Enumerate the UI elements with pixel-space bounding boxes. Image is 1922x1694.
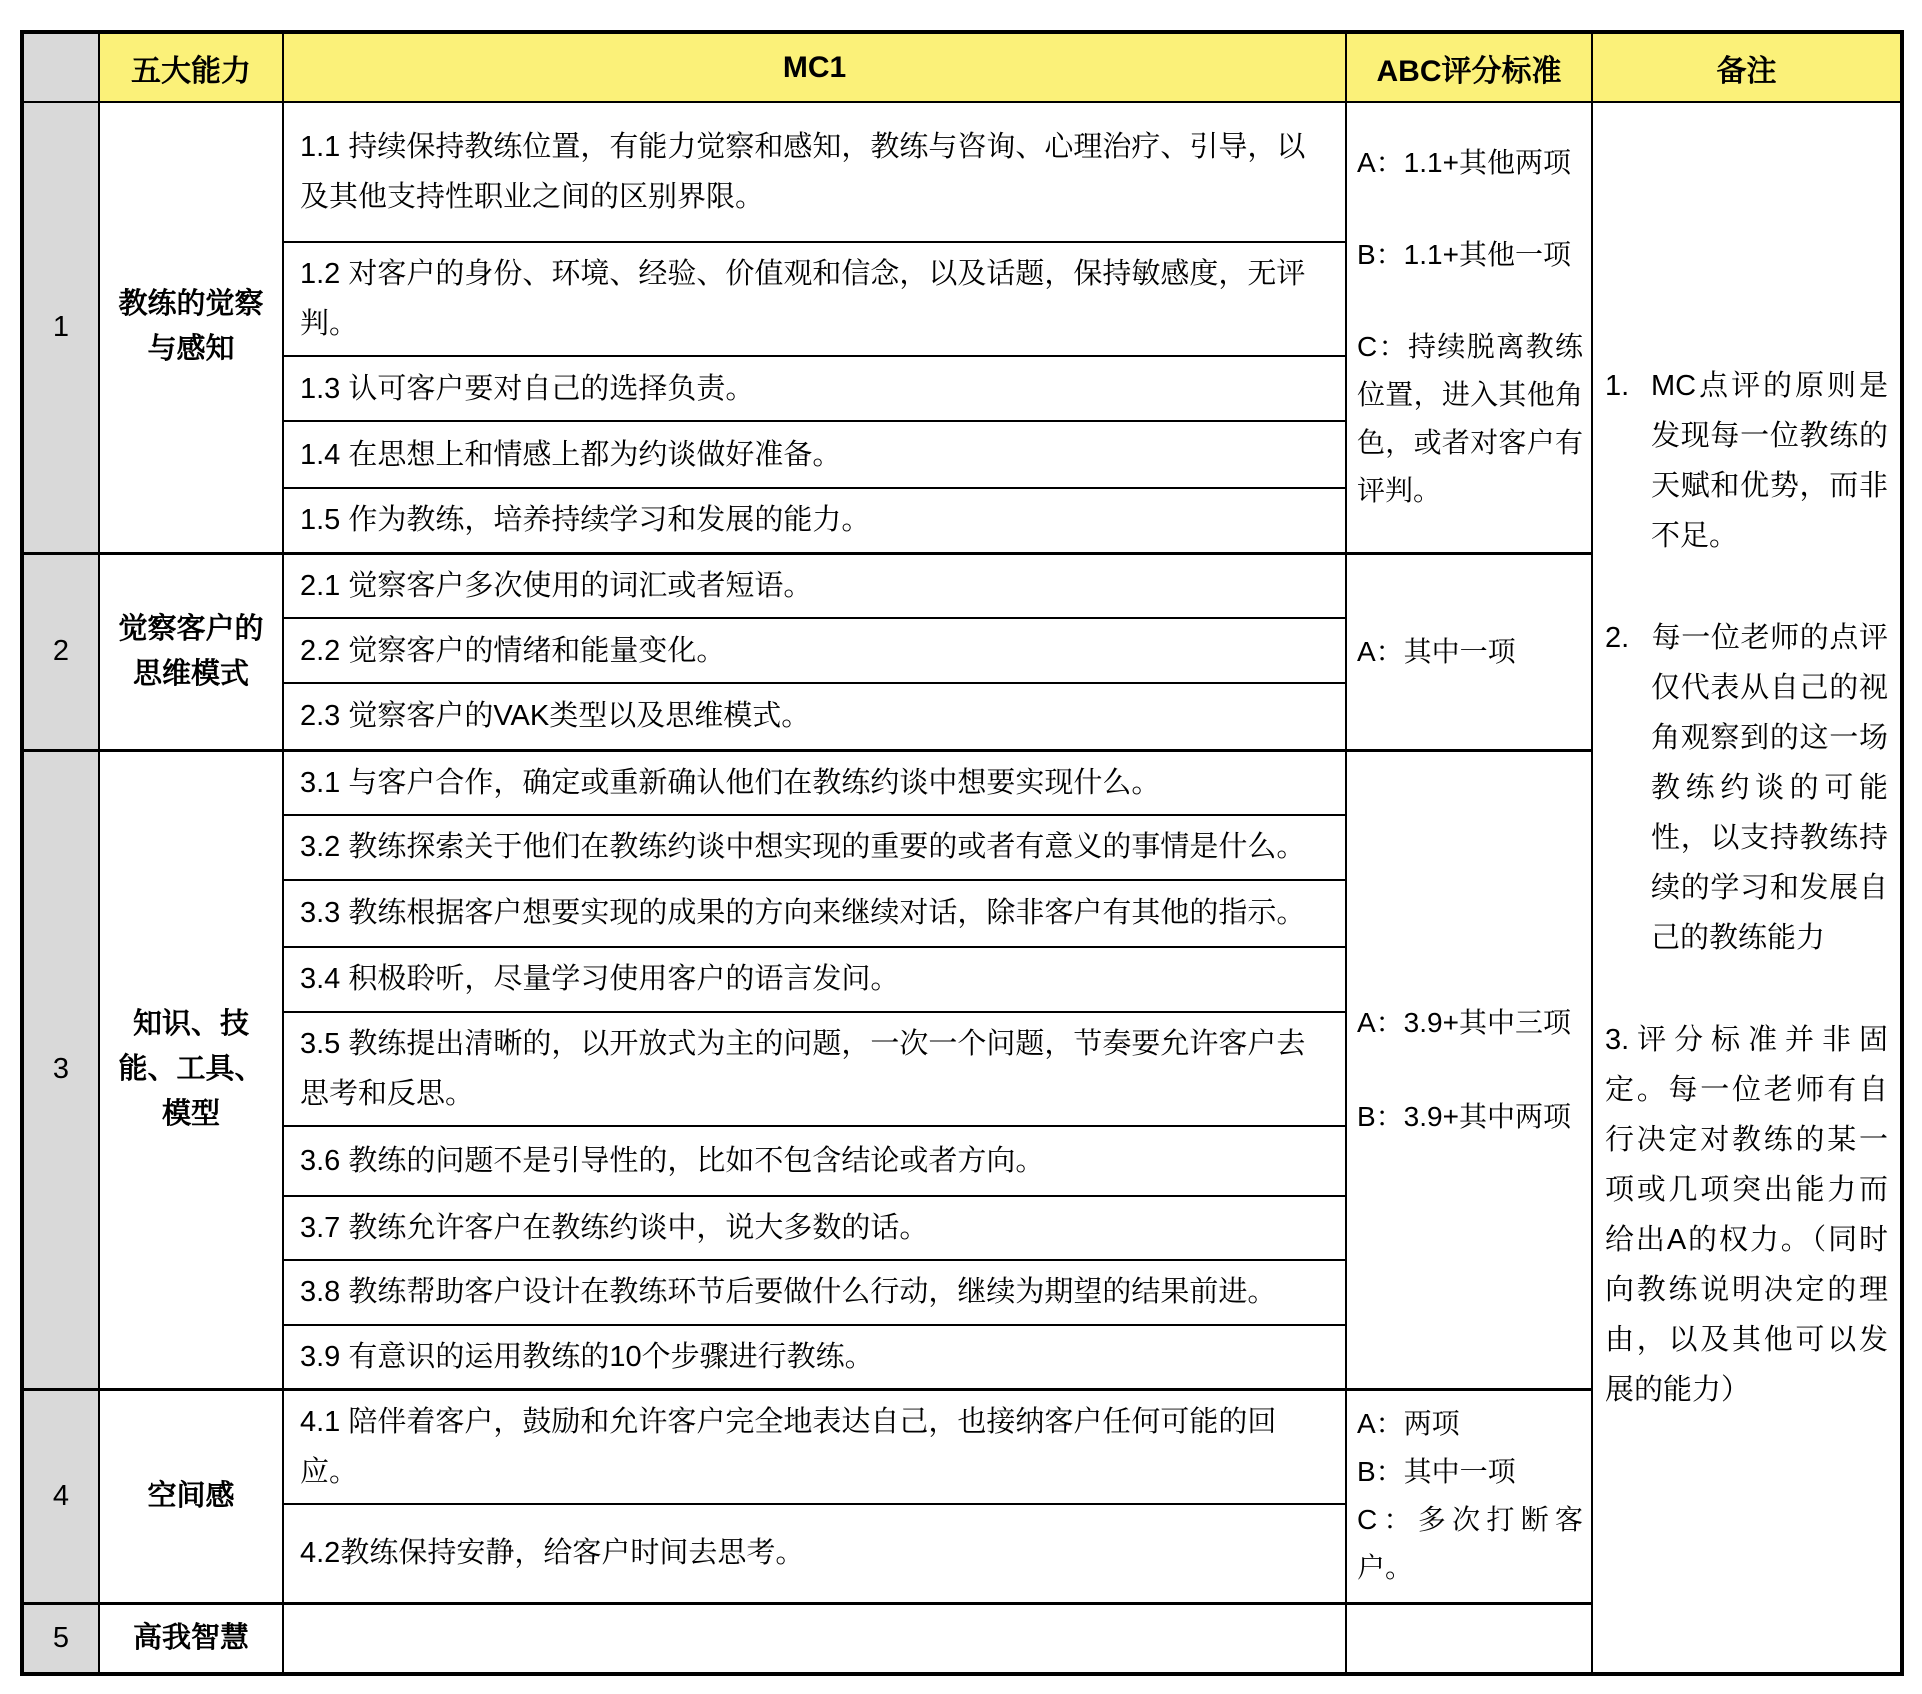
ability-label: 高我智慧 — [99, 1603, 283, 1674]
note-item-1 — [1605, 361, 1888, 561]
mc-item-2-2: 2.2 觉察客户的情绪和能量变化。 — [283, 618, 1346, 683]
ability-label: 教练的觉察与感知 — [99, 102, 283, 553]
mc-item-1-4: 1.4 在思想上和情感上都为约谈做好准备。 — [283, 421, 1346, 488]
mc-item-4-2: 4.2教练保持安静，给客户时间去思考。 — [283, 1504, 1346, 1603]
mc-item-3-1: 3.1 与客户合作，确定或重新确认他们在教练约谈中想要实现什么。 — [283, 750, 1346, 815]
note-text: MC点评的原则是发现每一位教练的天赋和优势，而非不足。 — [1651, 369, 1888, 552]
ability-label: 空间感 — [99, 1389, 283, 1603]
mc-item-3-2: 3.2 教练探索关于他们在教练约谈中想实现的重要的或者有意义的事情是什么。 — [283, 815, 1346, 880]
section-number: 3 — [22, 750, 99, 1389]
mc-item-3-5: 3.5 教练提出清晰的，以开放式为主的问题，一次一个问题，节奏要允许客户去思考和反思。 — [283, 1012, 1346, 1126]
abc-line: A：1.1+其他两项 — [1357, 147, 1571, 179]
mc-item-3-8: 3.8 教练帮助客户设计在教练环节后要做什么行动，继续为期望的结果前进。 — [283, 1260, 1346, 1325]
ability-label: 知识、技能、工具、模型 — [99, 750, 283, 1389]
abc-criteria-section-1 — [1346, 102, 1592, 553]
abc-criteria-section-2 — [1346, 553, 1592, 750]
coaching-rubric-table — [20, 30, 1904, 1676]
note-item-3 — [1605, 1015, 1888, 1415]
abc-line: B：3.9+其中两项 — [1357, 1100, 1571, 1132]
header-row — [22, 32, 1902, 102]
abc-line: A：3.9+其中三项 — [1357, 1006, 1571, 1038]
abc-line: C：持续脱离教练位置，进入其他角色，或者对客户有评判。 — [1357, 331, 1583, 507]
abc-criteria-section-4 — [1346, 1389, 1592, 1603]
abc-criteria-section-5 — [1346, 1603, 1592, 1674]
section-number: 2 — [22, 553, 99, 750]
note-marker: 1. — [1605, 369, 1630, 402]
section-number: 1 — [22, 102, 99, 553]
mc-item-1-2: 1.2 对客户的身份、环境、经验、价值观和信念，以及话题，保持敏感度，无评判。 — [283, 242, 1346, 356]
abc-line: B：其中一项 — [1357, 1456, 1516, 1487]
table-row — [22, 102, 1902, 242]
mc-item-1-3: 1.3 认可客户要对自己的选择负责。 — [283, 356, 1346, 421]
mc-item-3-3: 3.3 教练根据客户想要实现的成果的方向来继续对话，除非客户有其他的指示。 — [283, 880, 1346, 947]
abc-line: A：两项 — [1357, 1408, 1460, 1439]
rubric-sheet — [20, 30, 1904, 1676]
note-text: 每一位老师的点评仅代表从自己的视角观察到的这一场教练约谈的可能性，以支持教练持续的学习和发展自己的教练能力 — [1651, 621, 1888, 954]
abc-criteria-section-3 — [1346, 750, 1592, 1389]
header-mc1: MC1 — [283, 32, 1346, 102]
mc-item-3-4: 3.4 积极聆听，尽量学习使用客户的语言发问。 — [283, 947, 1346, 1012]
mc-item-3-6: 3.6 教练的问题不是引导性的，比如不包含结论或者方向。 — [283, 1126, 1346, 1196]
header-row-number — [22, 32, 99, 102]
mc-item-2-1: 2.1 觉察客户多次使用的词汇或者短语。 — [283, 553, 1346, 618]
header-notes: 备注 — [1592, 32, 1902, 102]
section-number: 4 — [22, 1389, 99, 1603]
header-abc-criteria: ABC评分标准 — [1346, 32, 1592, 102]
ability-label: 觉察客户的思维模式 — [99, 553, 283, 750]
notes-cell — [1592, 102, 1902, 1674]
header-five-abilities: 五大能力 — [99, 32, 283, 102]
mc-item-1-1: 1.1 持续保持教练位置，有能力觉察和感知，教练与咨询、心理治疗、引导，以及其他支持性职业之间的区别界限。 — [283, 102, 1346, 242]
note-marker: 3. — [1605, 1023, 1630, 1056]
mc-item-5-empty — [283, 1603, 1346, 1674]
abc-line: A：其中一项 — [1357, 635, 1516, 667]
mc-item-4-1: 4.1 陪伴着客户，鼓励和允许客户完全地表达自己，也接纳客户任何可能的回应。 — [283, 1389, 1346, 1504]
note-item-2 — [1605, 613, 1888, 963]
mc-item-3-7: 3.7 教练允许客户在教练约谈中，说大多数的话。 — [283, 1196, 1346, 1260]
note-text: 评分标准并非固定。每一位老师有自行决定对教练的某一项或几项突出能力而给出A的权力。（同时向教练说明决定的理由，以及其他可以发展的能力） — [1605, 1023, 1888, 1406]
abc-line: C：多次打断客户。 — [1357, 1504, 1583, 1583]
section-number: 5 — [22, 1603, 99, 1674]
mc-item-2-3: 2.3 觉察客户的VAK类型以及思维模式。 — [283, 683, 1346, 750]
abc-line: B：1.1+其他一项 — [1357, 239, 1571, 271]
note-marker: 2. — [1605, 621, 1630, 654]
mc-item-3-9: 3.9 有意识的运用教练的10个步骤进行教练。 — [283, 1325, 1346, 1390]
mc-item-1-5: 1.5 作为教练，培养持续学习和发展的能力。 — [283, 488, 1346, 553]
